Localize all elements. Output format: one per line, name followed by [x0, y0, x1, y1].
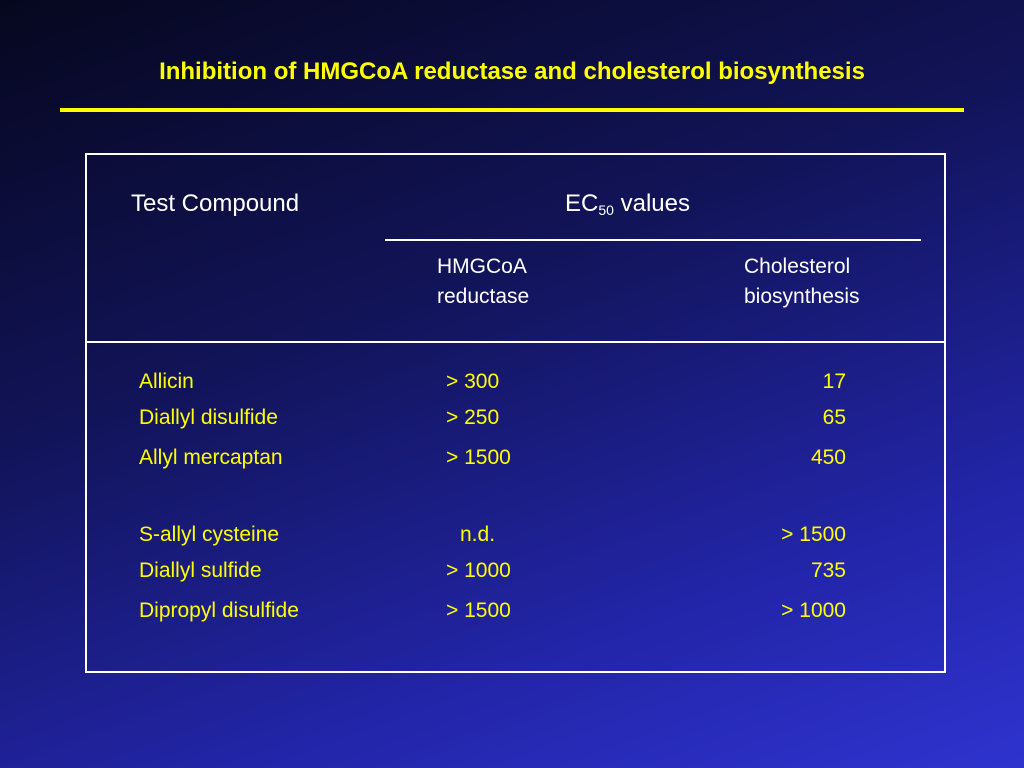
ec-subscript: 50 — [598, 202, 614, 218]
row-dipropyl-disulfide-cholesterol: > 1000 — [781, 599, 846, 622]
header-separator — [87, 341, 944, 343]
header-ec50-values — [565, 190, 690, 218]
header-hmgcoa-line1: HMGCoA — [437, 255, 527, 278]
row-diallyl-sulfide-cholesterol: 735 — [810, 559, 846, 582]
header-cholesterol-line1: Cholesterol — [744, 255, 851, 278]
slide-title: Inhibition of HMGCoA reductase and cholesterol biosynthesis — [159, 58, 865, 85]
row-s-allyl-cysteine-compound: S-allyl cysteine — [139, 523, 280, 546]
row-allicin-cholesterol: 17 — [822, 370, 846, 393]
row-allyl-mercaptan-hmgcoa: > 1500 — [446, 446, 511, 469]
row-dipropyl-disulfide-compound: Dipropyl disulfide — [139, 599, 299, 622]
header-cholesterol-line2: biosynthesis — [744, 285, 860, 308]
header-cholesterol-biosynthesis — [744, 252, 860, 312]
ec50-group-rule — [385, 239, 921, 241]
row-allyl-mercaptan-compound: Allyl mercaptan — [139, 446, 283, 469]
row-allyl-mercaptan-cholesterol: 450 — [810, 446, 846, 469]
header-hmgcoa-reductase — [437, 252, 529, 312]
row-dipropyl-disulfide-hmgcoa: > 1500 — [446, 599, 511, 622]
row-diallyl-sulfide-compound: Diallyl sulfide — [139, 559, 262, 582]
ec50-table — [85, 153, 946, 673]
row-diallyl-disulfide-cholesterol: 65 — [822, 406, 846, 429]
ec-prefix: EC — [565, 190, 599, 217]
row-diallyl-disulfide-compound: Diallyl disulfide — [139, 406, 278, 429]
row-diallyl-disulfide-hmgcoa: > 250 — [446, 406, 500, 429]
row-s-allyl-cysteine-cholesterol: > 1500 — [781, 523, 846, 546]
header-test-compound: Test Compound — [131, 190, 300, 217]
row-allicin-compound: Allicin — [139, 370, 194, 393]
ec-suffix: values — [613, 190, 690, 217]
row-allicin-hmgcoa: > 300 — [446, 370, 500, 393]
title-underline — [60, 108, 964, 112]
header-hmgcoa-line2: reductase — [437, 285, 530, 308]
row-s-allyl-cysteine-hmgcoa: n.d. — [460, 523, 496, 546]
row-diallyl-sulfide-hmgcoa: > 1000 — [446, 559, 511, 582]
